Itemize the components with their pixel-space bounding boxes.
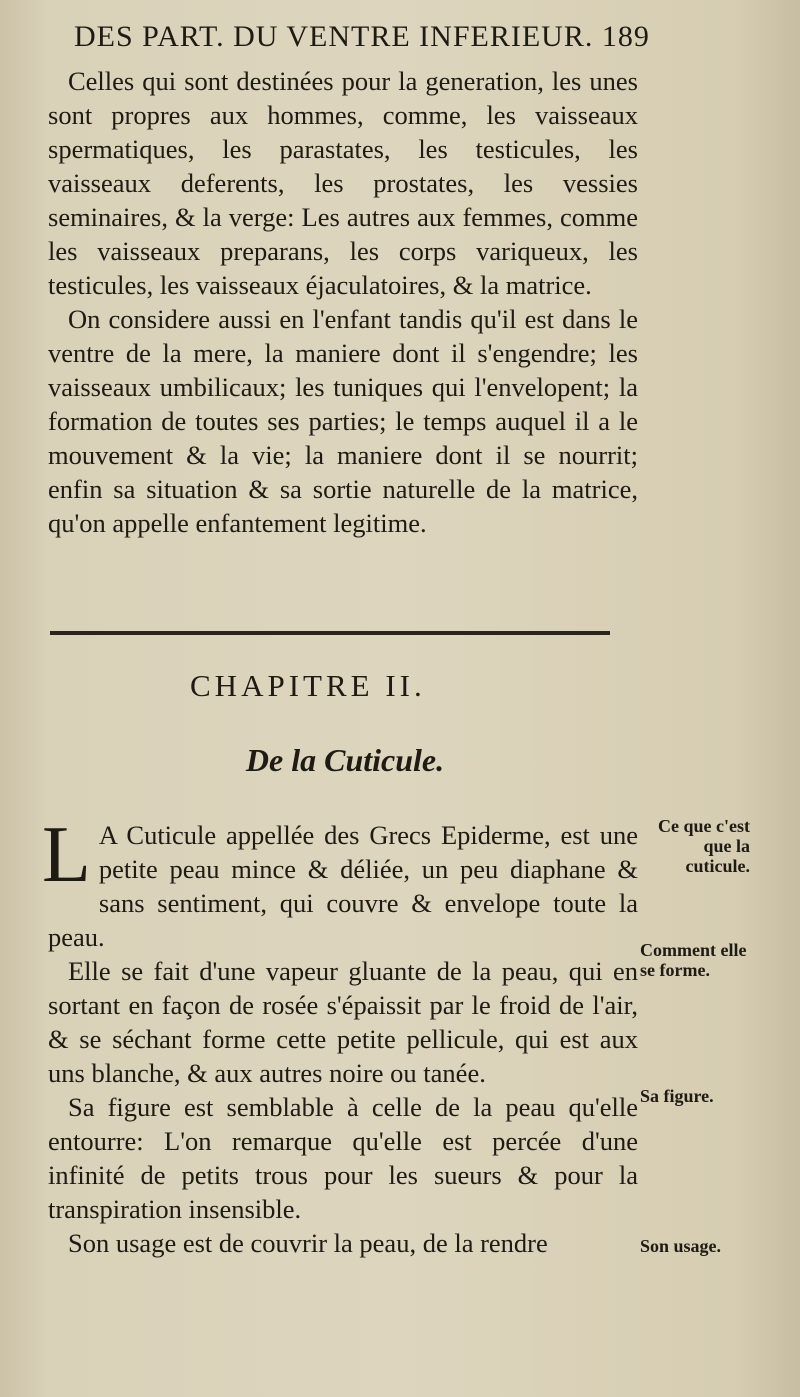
- side-note-formation: Comment elle se forme.: [640, 940, 747, 980]
- paragraph-formation: Elle se fait d'une vapeur gluante de la peau, qui en sortant en façon de rosée s'épaissit par le froid de l'air, & se séchant forme cette petite pellicule, qui est aux uns blanche, & aux autres noire ou tanée.: [48, 956, 638, 1088]
- chapter-subtitle: De la Cuticule.: [245, 742, 445, 778]
- intro-text: [48, 64, 638, 540]
- running-head: DES PART. DU VENTRE INFERIEUR. 189: [74, 20, 650, 53]
- paragraph-generation: Celles qui sont destinées pour la generation, les unes sont propres aux hommes, comme, les vaisseaux spermatiques, les parastates, les testicules, les vaisseaux deferents, les prostates, les vessies seminaires, & la verge: Les autres aux femmes, comme les vaisseaux preparans, les corps variqueux, les testicules, les vaisseaux éjaculatoires, & la matrice.: [48, 66, 638, 300]
- chapter-title: CHAPITRE II.: [190, 668, 426, 703]
- drop-cap: L: [42, 811, 91, 899]
- definition-text: A Cuticule appellée des Grecs Epiderme, est une petite peau mince & déliée, un peu diaphane & sans sentiment, qui couvre & envelope toute la peau.: [48, 820, 638, 952]
- paragraph-definition: [42, 811, 638, 954]
- cuticle-text: [42, 811, 638, 1260]
- section-divider: [50, 631, 610, 635]
- side-note-definition: Ce que c'est que la cuticule.: [658, 816, 750, 876]
- side-note-usage: Son usage.: [640, 1236, 722, 1256]
- paragraph-usage: Son usage est de couvrir la peau, de la rendre: [68, 1228, 548, 1258]
- paragraph-enfant: On considere aussi en l'enfant tandis qu'il est dans le ventre de la mere, la maniere dont il s'engendre; les vaisseaux umbilicaux; les tuniques qui l'envelopent; la formation de toutes ses parties; le temps auquel il a le mouvement & la vie; la maniere dont il se nourrit; enfin sa situation & sa sortie naturelle de la matrice, qu'on appelle enfantement legitime.: [48, 304, 638, 538]
- side-note-figure: Sa figure.: [640, 1086, 714, 1106]
- paragraph-figure: Sa figure est semblable à celle de la peau qu'elle entourre: L'on remarque qu'elle est percée d'une infinité de petits trous pour les sueurs & pour la transpiration insensible.: [48, 1092, 638, 1224]
